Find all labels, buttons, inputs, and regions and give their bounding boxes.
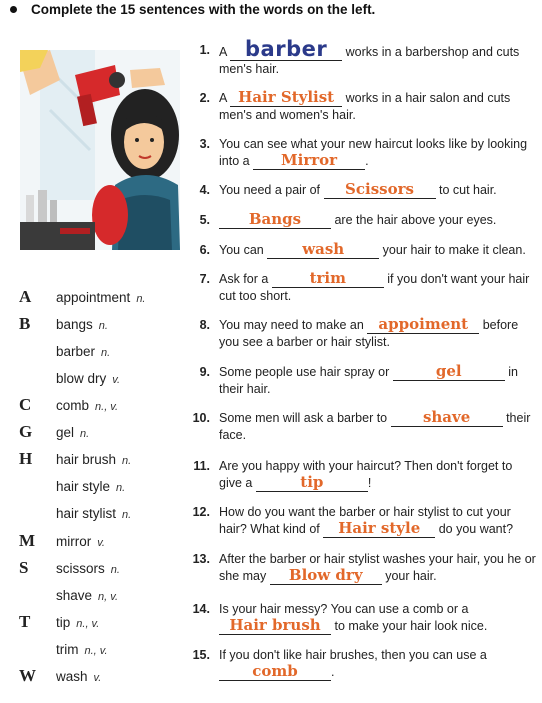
sentence-after: in their hair. xyxy=(219,365,518,396)
word-text: scissors xyxy=(56,561,105,576)
answer-text: Hair Stylist xyxy=(238,88,335,106)
word-bank-letter: S xyxy=(19,558,29,577)
word-bank-word xyxy=(56,642,108,657)
sentence-before: Some men will ask a barber to xyxy=(219,411,391,425)
answer-blank[interactable] xyxy=(230,90,342,107)
sentence-before: After the barber or hair stylist washes your hair, you he or she may xyxy=(219,552,536,583)
sentence-number: 14. xyxy=(192,602,210,616)
word-bank-word xyxy=(56,398,118,413)
sentence-number: 15. xyxy=(192,648,210,662)
salon-scene-svg xyxy=(20,50,180,250)
sentence-before: You may need to make an xyxy=(219,318,368,332)
answer-text: wash xyxy=(302,240,345,258)
sentence-text xyxy=(219,271,537,305)
part-of-speech: v. xyxy=(112,374,121,386)
sentence-before: Are you happy with your haircut? Then don't forget to give a xyxy=(219,459,513,490)
sentence-number: 7. xyxy=(199,272,210,286)
answer-blank[interactable] xyxy=(367,317,479,334)
sentence-before: You can see what your new haircut looks like by looking into a xyxy=(219,137,528,168)
word-text: barber xyxy=(56,344,96,359)
answer-text: gel xyxy=(435,362,462,380)
sentence-number: 8. xyxy=(199,318,210,332)
answer-text: Scissors xyxy=(345,180,414,198)
word-bank-item xyxy=(0,638,190,665)
word-text: comb xyxy=(56,398,90,413)
answer-text: tip xyxy=(300,473,324,491)
sentence-before: You can xyxy=(219,243,268,257)
word-bank-word xyxy=(56,534,105,549)
sentence-text xyxy=(219,551,537,585)
word-bank-letter: W xyxy=(19,666,36,685)
word-text: hair stylist xyxy=(56,506,117,521)
word-bank-word xyxy=(56,344,110,359)
sentence-after: are the hair above your eyes. xyxy=(331,213,497,227)
answer-text: comb xyxy=(252,662,298,680)
part-of-speech: v. xyxy=(93,672,102,684)
sentence-before: A xyxy=(219,91,231,105)
sentence-before: If you don't like hair brushes, then you can use a xyxy=(219,648,487,662)
answer-blank[interactable] xyxy=(323,521,435,538)
word-text: hair style xyxy=(56,479,111,494)
part-of-speech: n. xyxy=(122,509,132,521)
sentence-number: 1. xyxy=(199,43,210,57)
sentence-after: works in a barbershop and cuts men's hair. xyxy=(219,45,520,76)
word-text: tip xyxy=(56,615,71,630)
sentence-text xyxy=(219,317,537,351)
word-bank-letter: G xyxy=(19,422,33,441)
word-bank-item xyxy=(0,557,190,584)
sentence-text xyxy=(219,182,537,199)
word-bank-word xyxy=(56,425,89,440)
word-bank-word xyxy=(56,479,125,494)
word-bank-letter: A xyxy=(19,287,32,306)
sentence-after: . xyxy=(365,154,369,168)
word-bank-word xyxy=(56,452,131,467)
part-of-speech: n, v. xyxy=(98,591,119,603)
sentence-number: 13. xyxy=(192,552,210,566)
answer-text: Hair brush xyxy=(229,616,321,634)
sentence-number: 9. xyxy=(199,365,210,379)
answer-text: Blow dry xyxy=(288,566,363,584)
sentence-after: . xyxy=(331,665,335,679)
word-bank-word xyxy=(56,561,120,576)
answer-blank[interactable] xyxy=(219,212,331,229)
sentence-after: your hair. xyxy=(381,569,437,583)
word-text: blow dry xyxy=(56,371,107,386)
answer-blank[interactable] xyxy=(253,153,365,170)
word-bank-word xyxy=(56,317,108,332)
answer-blank[interactable] xyxy=(393,364,505,381)
answer-text: barber xyxy=(245,37,328,61)
answer-blank[interactable] xyxy=(391,410,503,427)
word-bank-word xyxy=(56,290,146,305)
word-bank-item xyxy=(0,286,190,313)
part-of-speech: n. xyxy=(116,482,126,494)
sentence-after: works in a hair salon and cuts men's and women's hair. xyxy=(219,91,511,122)
word-bank-item xyxy=(0,367,190,394)
sentence-number: 12. xyxy=(192,505,210,519)
sentence-text xyxy=(219,242,537,259)
part-of-speech: n. xyxy=(98,320,108,332)
word-text: bangs xyxy=(56,317,93,332)
answer-blank[interactable] xyxy=(230,37,342,61)
word-bank-word xyxy=(56,506,131,521)
sentence-number: 3. xyxy=(199,137,210,151)
answer-blank[interactable] xyxy=(270,568,382,585)
sentence-text xyxy=(219,458,537,492)
part-of-speech: n., v. xyxy=(95,401,119,413)
answer-text: appoiment xyxy=(378,315,469,333)
answer-blank[interactable] xyxy=(272,271,384,288)
word-text: gel xyxy=(56,425,75,440)
word-bank-letter: M xyxy=(19,531,36,550)
word-bank-item xyxy=(0,448,190,475)
sentence-number: 4. xyxy=(199,183,210,197)
sentence-after: do you want? xyxy=(435,522,514,536)
word-bank-item xyxy=(0,502,190,529)
sentence-before: Some people use hair spray or xyxy=(219,365,393,379)
sentence-before: A xyxy=(219,45,231,59)
hair-salon-illustration xyxy=(20,50,180,250)
word-text: hair brush xyxy=(56,452,117,467)
sentence-after: their face. xyxy=(219,411,531,442)
word-bank-item xyxy=(0,340,190,367)
sentence-number: 5. xyxy=(199,213,210,227)
sentence-after: before you see a barber or hair stylist. xyxy=(219,318,519,349)
word-bank-item xyxy=(0,584,190,611)
sentence-before: How do you want the barber or hair stylist to cut your hair? What kind of xyxy=(219,505,511,536)
answer-text: trim xyxy=(309,269,346,287)
sentence-before: You need a pair of xyxy=(219,183,324,197)
sentence-before: Is your hair messy? You can use a comb or a xyxy=(219,602,469,616)
answer-blank[interactable] xyxy=(267,242,379,259)
sentence-text xyxy=(219,504,537,538)
answer-blank[interactable] xyxy=(219,664,331,681)
part-of-speech: v. xyxy=(97,537,105,549)
sentence-number: 6. xyxy=(199,243,210,257)
word-text: mirror xyxy=(56,534,92,549)
sentence-text xyxy=(219,601,537,635)
sentence-text xyxy=(219,364,537,398)
sentence-after: ! xyxy=(367,476,372,490)
word-bank-word xyxy=(56,588,118,603)
word-text: appointment xyxy=(56,290,131,305)
bullet-icon xyxy=(10,6,17,13)
word-bank-item xyxy=(0,313,190,340)
sentence-text xyxy=(219,136,537,170)
sentence-after: to make your hair look nice. xyxy=(331,619,488,633)
word-text: shave xyxy=(56,588,93,603)
word-bank-item xyxy=(0,665,190,692)
sentence-number: 11. xyxy=(193,459,210,473)
word-bank-word xyxy=(56,615,99,630)
word-bank-word xyxy=(56,669,101,684)
word-text: trim xyxy=(56,642,79,657)
answer-text: Mirror xyxy=(281,151,338,169)
part-of-speech: n., v. xyxy=(76,618,100,630)
part-of-speech: n. xyxy=(136,293,146,305)
word-bank-letter: T xyxy=(19,612,31,631)
word-bank-word xyxy=(56,371,120,386)
answer-text: shave xyxy=(422,408,471,426)
part-of-speech: n. xyxy=(80,428,90,440)
word-bank-letter: B xyxy=(19,314,31,333)
word-bank-item xyxy=(0,394,190,421)
word-text: wash xyxy=(56,669,88,684)
part-of-speech: n. xyxy=(101,347,111,359)
sentence-text xyxy=(219,647,537,681)
word-bank-item xyxy=(0,611,190,638)
sentence-text xyxy=(219,37,537,78)
answer-text: Hair style xyxy=(338,519,421,537)
sentence-before: Ask for a xyxy=(219,272,272,286)
answer-blank[interactable] xyxy=(256,475,368,492)
sentence-text xyxy=(219,410,537,444)
sentence-after: to cut hair. xyxy=(435,183,497,197)
part-of-speech: n. xyxy=(110,564,120,576)
word-bank-letter: C xyxy=(19,395,32,414)
sentence-text xyxy=(219,90,537,124)
sentence-after: your hair to make it clean. xyxy=(379,243,526,257)
word-bank-letter: H xyxy=(19,449,33,468)
sentence-text xyxy=(219,212,537,229)
sentence-number: 10. xyxy=(192,411,210,425)
word-bank-item xyxy=(0,530,190,557)
word-bank-item xyxy=(0,421,190,448)
sentence-after: if you don't want your hair cut too short. xyxy=(219,272,530,303)
answer-blank[interactable] xyxy=(324,182,436,199)
part-of-speech: n. xyxy=(122,455,132,467)
word-bank-item xyxy=(0,475,190,502)
instruction-heading xyxy=(10,2,375,17)
part-of-speech: n., v. xyxy=(84,645,108,657)
answer-blank[interactable] xyxy=(219,618,331,635)
answer-text: Bangs xyxy=(248,210,302,228)
instruction-text: Complete the 15 sentences with the words on the left. xyxy=(31,2,376,17)
sentence-number: 2. xyxy=(199,91,210,105)
